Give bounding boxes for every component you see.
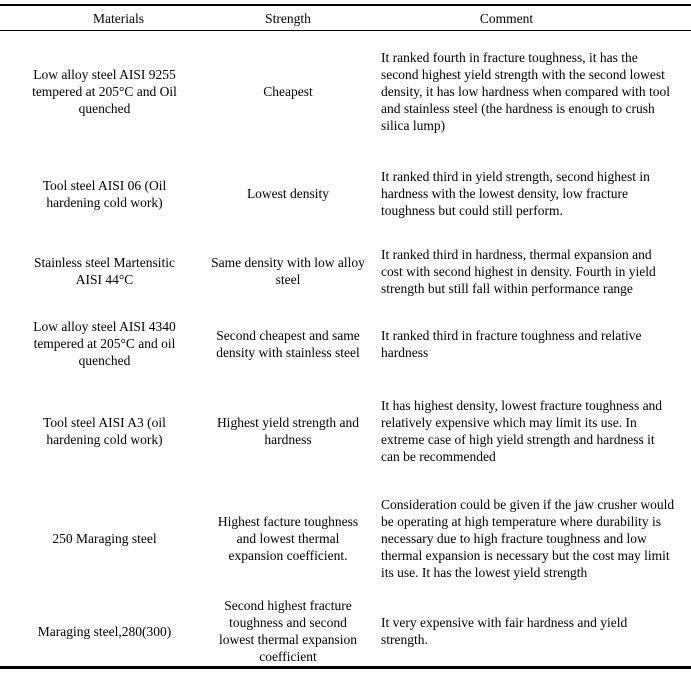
header-row: [0, 5, 691, 31]
strength-cell: Cheapest: [263, 83, 313, 99]
comment-cell: Consideration could be given if the jaw crusher would be operating at high temperature where durability is necessary due to high fracture toughness and low thermal expansion is necessary but the cost may limit its use. It has the lowest yield strength: [381, 497, 675, 580]
materials-cell: 250 Maraging steel: [52, 531, 157, 546]
table-row: [0, 596, 691, 668]
table-header: [0, 5, 691, 31]
strength-cell: Lowest density: [246, 186, 330, 201]
table-row: [0, 151, 691, 236]
column-header-materials: Materials: [0, 5, 209, 31]
strength-cell: Highest yield strength and hardness: [216, 415, 360, 447]
materials-cell: Tool steel AISI A3 (oil hardening cold work): [43, 415, 166, 447]
materials-comparison-table: [0, 4, 691, 669]
strength-cell: Second cheapest and same density with stainless steel: [216, 327, 360, 360]
comment-cell: It has highest density, lowest fracture toughness and relatively expensive which may limit its use. In extreme case of high yield strength and hardness it can be recommended: [381, 398, 663, 464]
table-body: [0, 31, 691, 668]
table-row: [0, 31, 691, 152]
comment-cell: It ranked fourth in fracture toughness, it has the second highest yield strength with the second lowest density, it has low hardness when compared with tool and stainless steel (the hardness is enough to crush silica lump): [381, 49, 670, 133]
table-row: [0, 306, 691, 381]
strength-cell: Second highest fracture toughness and second lowest thermal expansion coefficient: [209, 596, 367, 668]
strength-cell: Same density with low alloy steel: [211, 255, 365, 287]
materials-cell: Low alloy steel AISI 4340 tempered at 205°C and oil quenched: [33, 319, 176, 368]
materials-cell: Maraging steel,280(300): [0, 596, 209, 668]
table-row: [0, 236, 691, 306]
materials-cell: Tool steel AISI 06 (Oil hardening cold work): [42, 177, 167, 210]
comment-cell: It ranked third in hardness, thermal expansion and cost with second highest in density. Fourth in yield strength but still fall within performance range: [381, 246, 656, 296]
strength-cell: Highest facture toughness and lowest thermal expansion coefficient.: [217, 514, 359, 563]
table-row: [0, 381, 691, 481]
materials-cell: Low alloy steel AISI 9255 tempered at 205°C and Oil quenched: [32, 66, 177, 116]
table-row: [0, 481, 691, 596]
comment-cell: It very expensive with fair hardness and yield strength.: [367, 596, 691, 668]
comment-cell: It ranked third in yield strength, second highest in hardness with the lowest density, low fracture toughness but could still perform.: [381, 169, 650, 218]
column-header-strength: Strength: [209, 5, 367, 31]
materials-cell: Stainless steel Martensitic AISI 44°C: [34, 255, 175, 287]
comment-cell: It ranked third in fracture toughness and relative hardness: [381, 327, 642, 360]
column-header-comment: Comment: [367, 5, 691, 31]
